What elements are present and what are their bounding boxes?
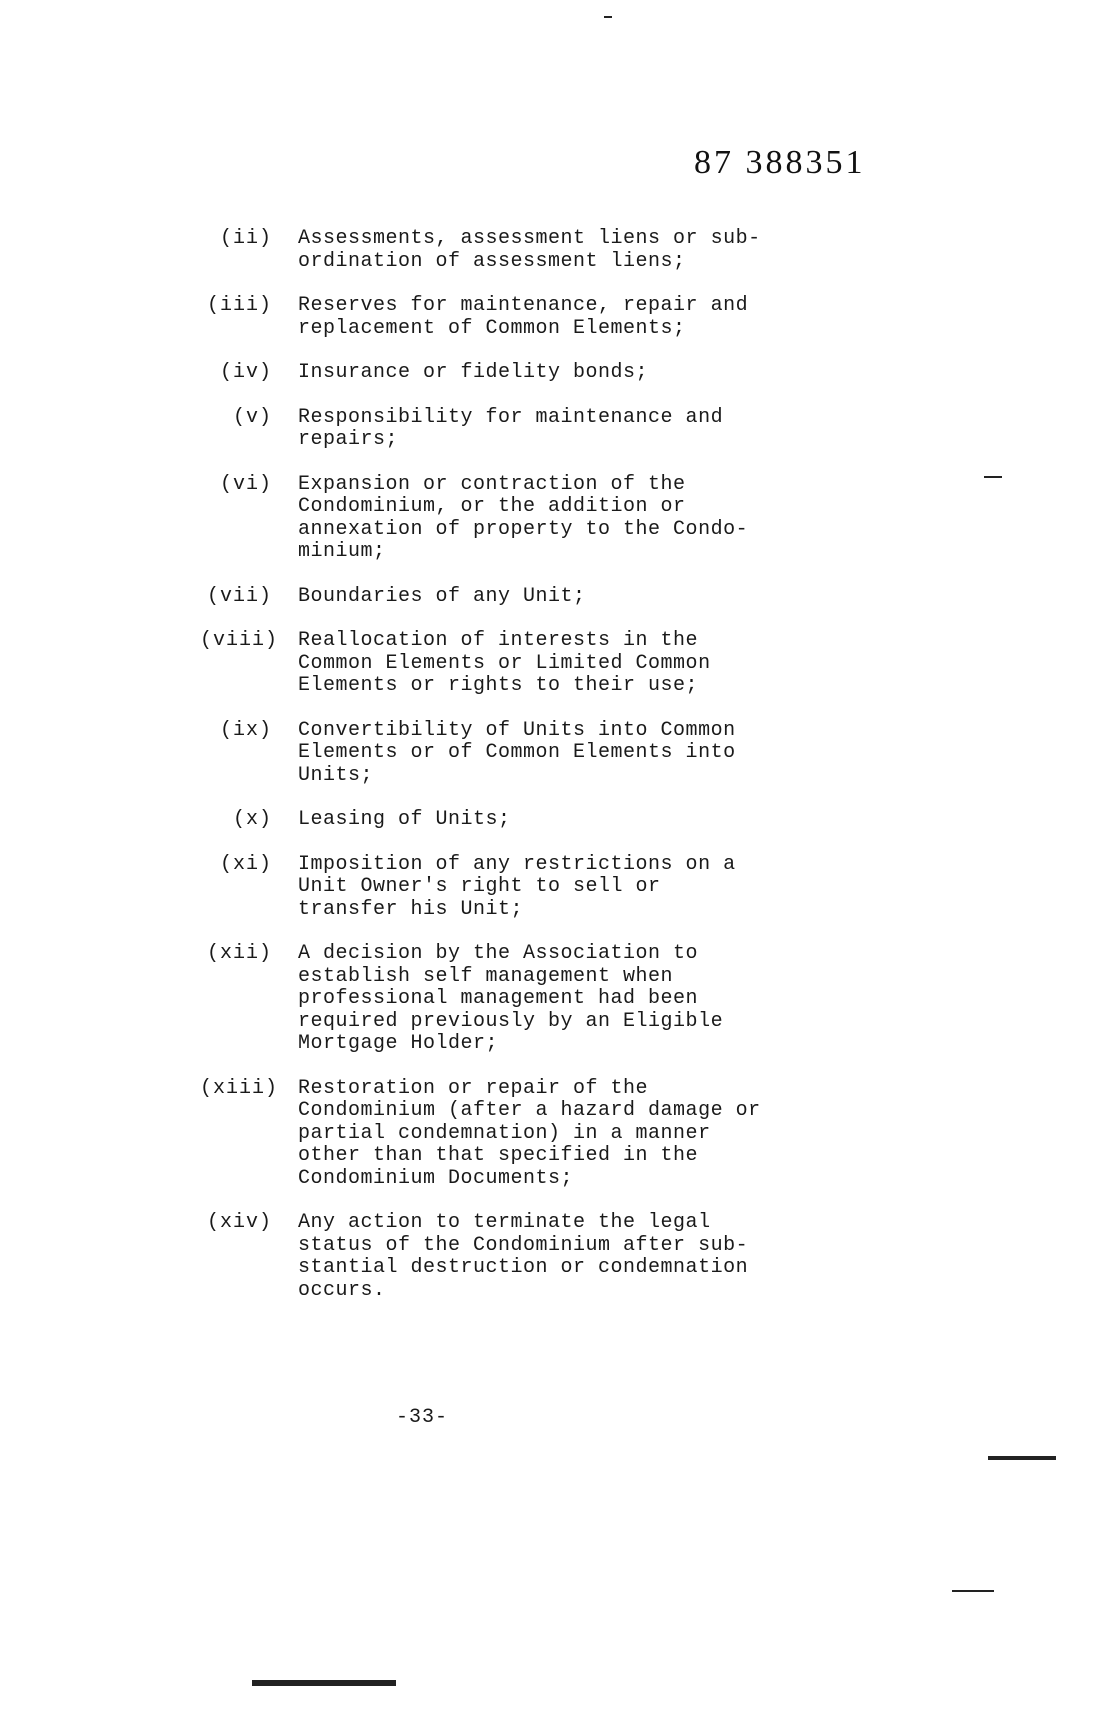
list-item	[200, 474, 840, 564]
list-item	[200, 854, 840, 922]
item-text: Assessments, assessment liens or sub- ordination of assessment liens;	[298, 227, 761, 273]
list-item	[200, 586, 840, 609]
item-text: Reserves for maintenance, repair and replacement of Common Elements;	[298, 294, 749, 340]
scan-mark-bottom-bar	[252, 1680, 396, 1686]
list-item	[200, 630, 840, 698]
item-list	[200, 228, 840, 1324]
item-numeral: (iv)	[219, 361, 272, 384]
list-item	[200, 295, 840, 340]
scan-mark-top	[604, 16, 612, 18]
scan-mark-bottom-right	[952, 1590, 994, 1592]
item-text: Leasing of Units;	[298, 808, 511, 831]
list-item	[200, 1212, 840, 1302]
item-numeral: (ix)	[219, 718, 272, 742]
item-numeral: (xiii)	[200, 1076, 279, 1100]
list-item	[200, 407, 840, 452]
item-numeral: (xi)	[219, 852, 272, 876]
item-text: Convertibility of Units into Common Elements or of Common Elements into Units;	[298, 718, 736, 787]
item-text: Boundaries of any Unit;	[298, 584, 586, 608]
item-numeral: (vii)	[206, 584, 272, 608]
item-text: Expansion or contraction of the Condominium, or the addition or annexation of property to the Condo- minium;	[298, 472, 749, 563]
list-item	[200, 1078, 840, 1191]
page-number: -33-	[396, 1406, 449, 1429]
list-item	[200, 943, 840, 1056]
item-text: Imposition of any restrictions on a Unit Owner's right to sell or transfer his Unit;	[298, 852, 736, 921]
item-numeral: (vi)	[219, 472, 272, 496]
item-numeral: (xiv)	[206, 1211, 272, 1234]
scan-mark-right	[984, 476, 1002, 478]
list-item	[200, 362, 840, 385]
item-numeral: (v)	[232, 405, 272, 429]
list-item	[200, 809, 840, 832]
item-text: A decision by the Association to establish self management when professional management had been required previously by an Eligible Mortgage Holder;	[298, 942, 724, 1055]
item-numeral: (xii)	[206, 942, 272, 965]
item-numeral: (iii)	[206, 294, 272, 317]
item-text: Insurance or fidelity bonds;	[298, 361, 649, 384]
list-item	[200, 720, 840, 788]
item-numeral: (x)	[232, 808, 272, 831]
item-numeral: (ii)	[219, 227, 272, 250]
item-numeral: (viii)	[200, 629, 279, 652]
item-text: Reallocation of interests in the Common Elements or Limited Common Elements or rights to their use;	[298, 629, 711, 697]
scan-mark-rule	[988, 1456, 1056, 1460]
list-item	[200, 228, 840, 273]
item-text: Any action to terminate the legal status of the Condominium after sub- stantial destruction or condemnation occurs.	[298, 1211, 749, 1302]
document-number: 87 388351	[694, 144, 866, 181]
item-text: Responsibility for maintenance and repairs;	[298, 405, 724, 451]
item-text: Restoration or repair of the Condominium (after a hazard damage or partial condemnation) in a manner other than that specified in the Condominium Documents;	[298, 1076, 761, 1190]
